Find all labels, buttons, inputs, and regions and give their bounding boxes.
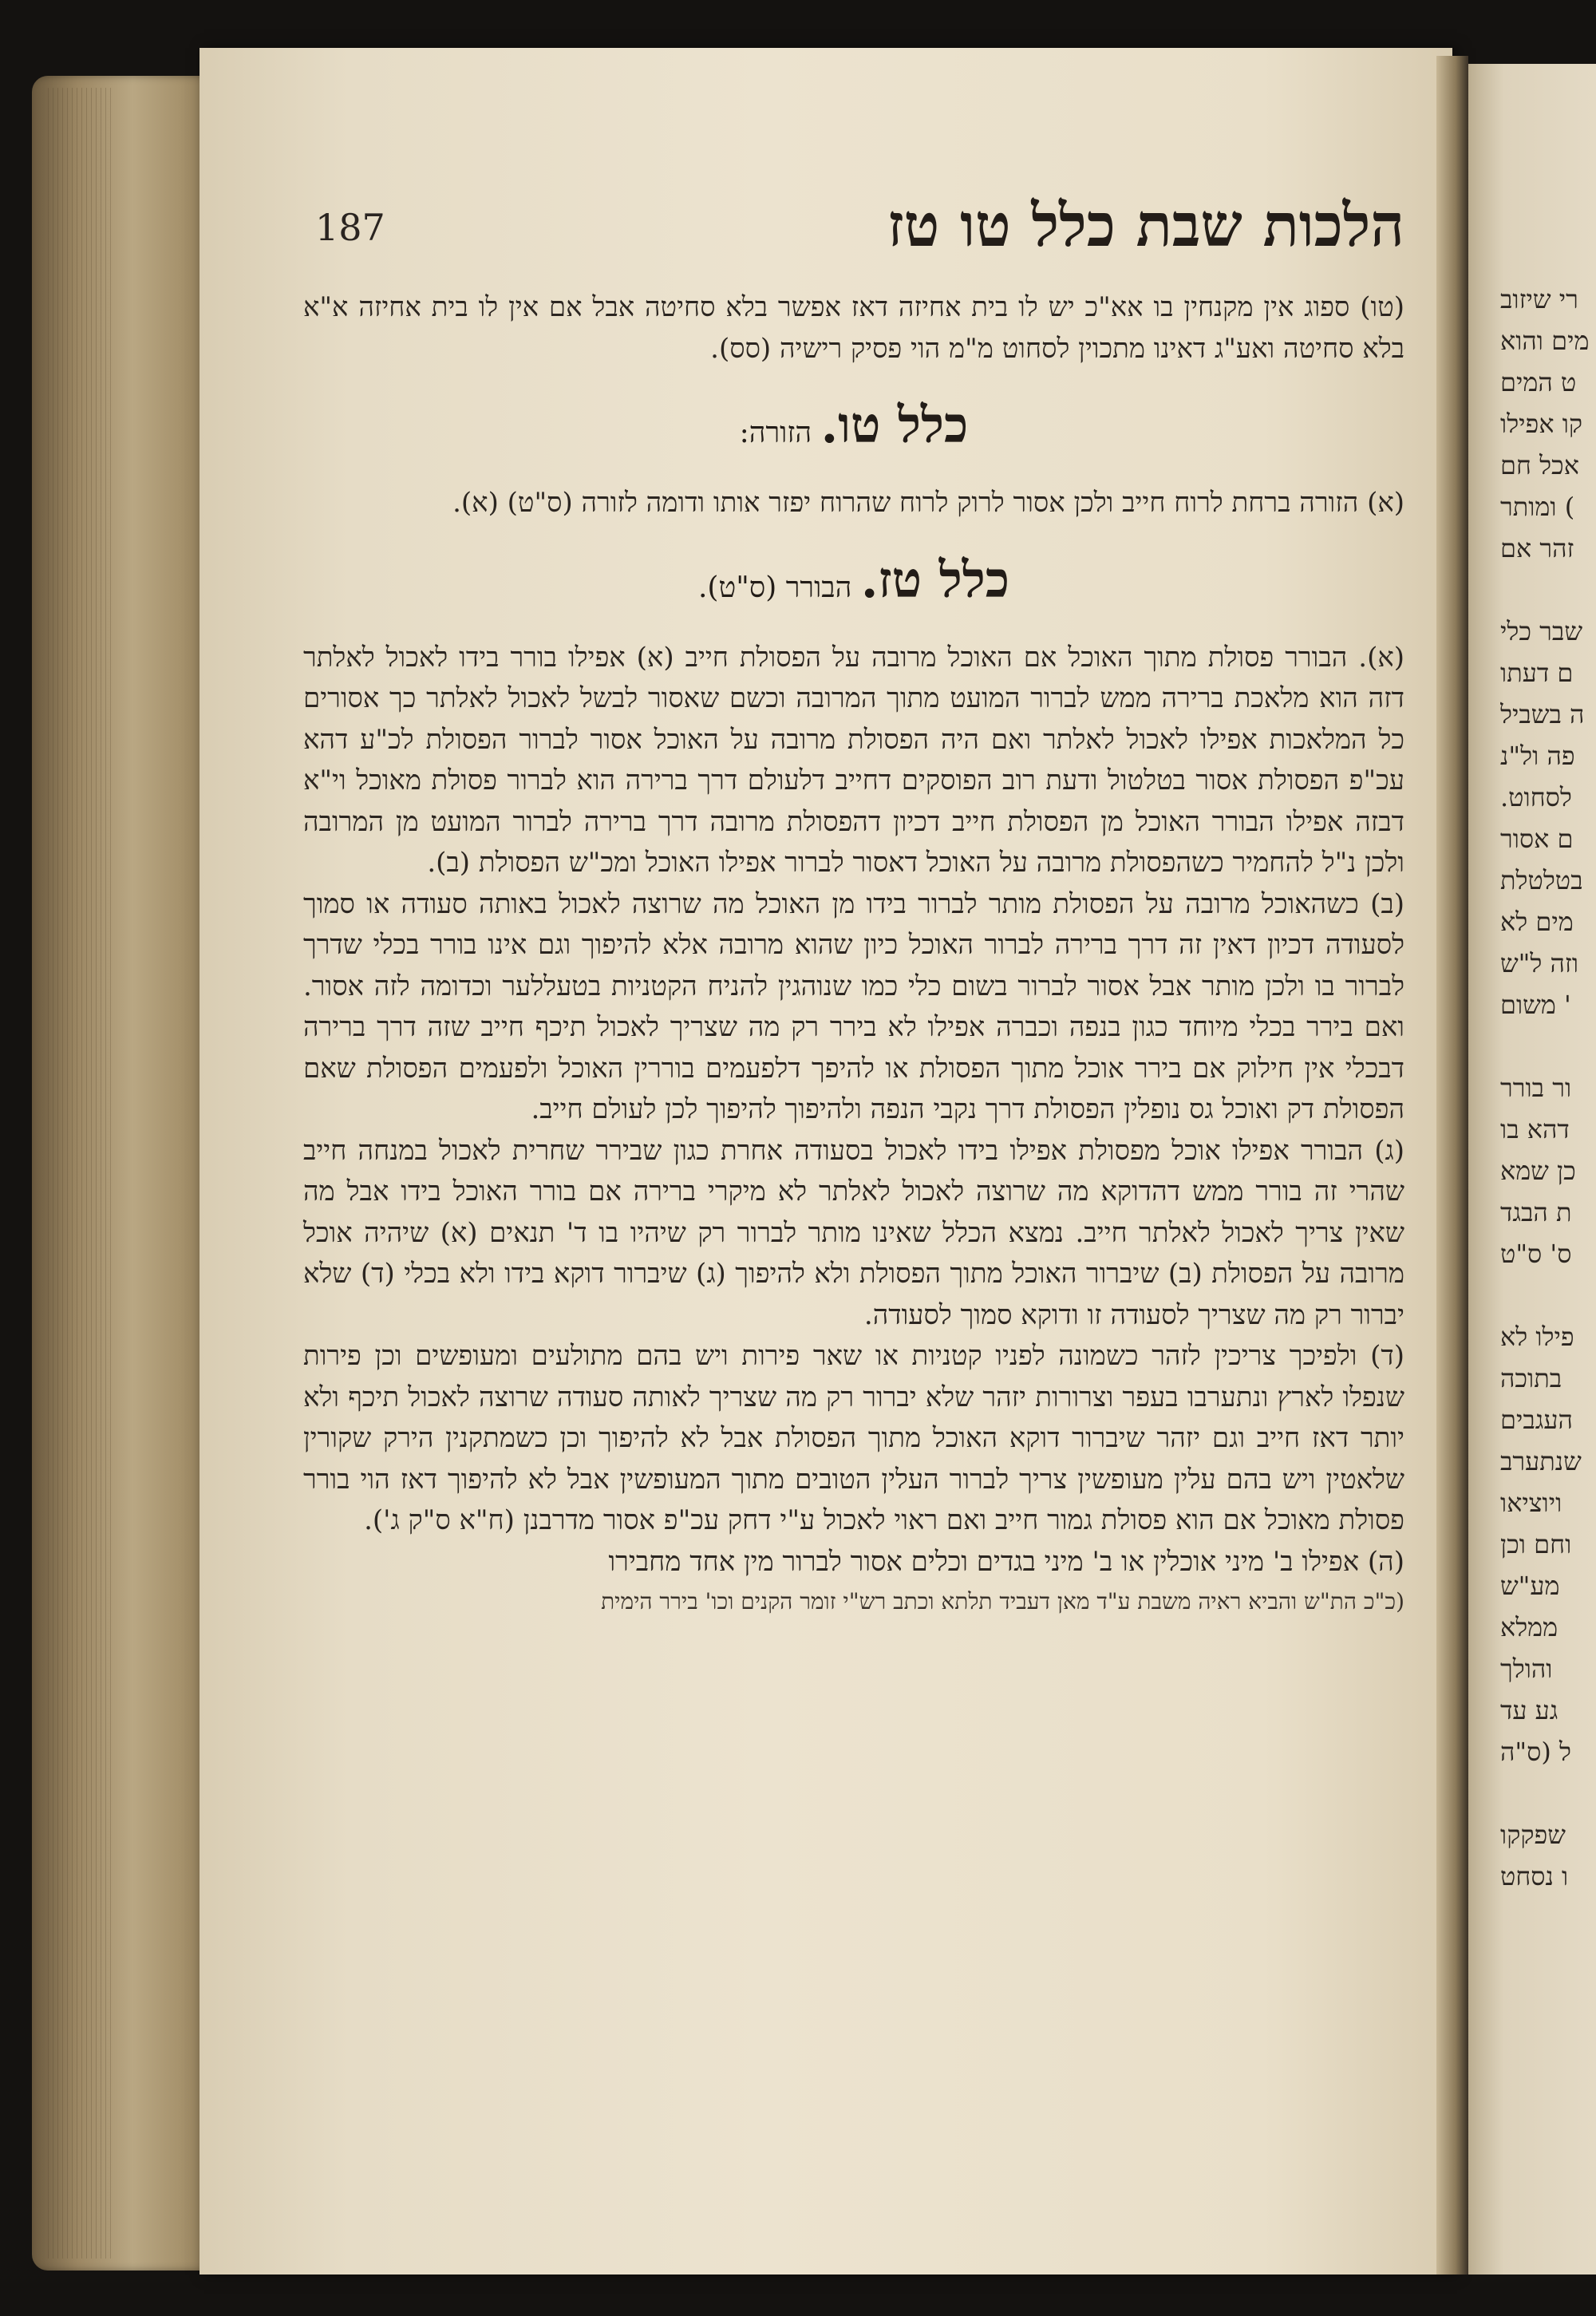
facing-page-line: לסחוט.	[1500, 782, 1572, 812]
paragraph: (ב) כשהאוכל מרובה על הפסולת מותר לברור בידו מן האוכל מה שרוצה לאכול באותה סעודה או סמוך לסעודה דכיון דאין זה דרך ברירה לברור האוכל כיון שהוא מרובה אלא להיפוך וגם אינו בורר בכלי שדרך לברור בו ולכן מותר אבל אסור לברור בשום כלי כמו שנוהגין להניח הקטניות בטעללער וכדומה לזה אסור. ואם בירר בכלי מיוחד כגון בנפה וכברה אפילו לא בירר רק מה שצריך לאכול תיכף חייב שזה דרך ברירה דבכלי אין חילוק אם בירר אוכל מתוך הפסולת או להיפך דלפעמים בוררין האוכל ולפעמים הפסולת שאם הפסולת דק ואוכל גס נופלין הפסולת דרך נקבי הנפה ולהיפוך להיפוך לכן לעולם חייב.	[303, 887, 1404, 1125]
page-header	[303, 192, 1404, 279]
facing-page-line: פילו לא	[1500, 1322, 1574, 1352]
facing-page-text	[1500, 279, 1596, 1898]
paragraph: (טו) ספוג אין מקנחין בו אא"כ יש לו בית אחיזה דאז אפשר בלא סחיטה אבל אם אין לו בית אחיזה א"א בלא סחיטה ואע"ג דאינו מתכוין לסחוט מ"מ הוי פסיק רישיה (סס).	[303, 291, 1404, 365]
section-heading	[303, 393, 1404, 465]
facing-page-line: ) ומותר	[1500, 492, 1575, 522]
facing-page-line: ם דעתו	[1500, 658, 1574, 688]
facing-page-line: בטלטלת	[1500, 865, 1583, 895]
facing-page-line: ה בשביל	[1500, 699, 1585, 729]
section-heading-sub: הבורר (ס"ט).	[697, 571, 861, 604]
facing-page-line: רי שיזוב	[1500, 284, 1578, 314]
facing-page-line: ' משום	[1500, 990, 1571, 1020]
facing-page-line: דהא בו	[1500, 1114, 1570, 1144]
facing-page-line: ור בורר	[1500, 1073, 1572, 1103]
facing-page-line: גע עד	[1500, 1695, 1558, 1725]
paragraph: (ד) ולפיכך צריכין לזהר כשמונה לפניו קטניות או שאר פירות ויש בהם מתולעים ומעופשים וכן פירות שנפלו לארץ ונתערבו בעפר וצרורות יזהר שלא יברור רק מה שצריך לאותה סעודה שרוצה לאכול תיכף ולא יותר דאז חייב וגם יזהר שיברור דוקא האוכל מתוך הפסולת אבל לא להיפוך וכן כשמתקנין הירק שקורין שלאטין ויש בהם עלין מעופשין צריך לברור העלין הטובים מתוך המעופשין אבל לא להיפוך דאז הוי בורר פסולת מאוכל אם הוא פסולת גמור חייב ואם ראוי לאכול ע"י דחק עכ"פ אסור מדרבנן (ח"א ס"ק ג').	[303, 1340, 1404, 1536]
page-number: 187	[315, 206, 385, 249]
section-heading-main: כלל טו.	[820, 396, 969, 454]
facing-page-line: מים והוא	[1500, 326, 1590, 356]
facing-page-line: ם אסור	[1500, 824, 1574, 854]
facing-page-line: כן שמא	[1500, 1156, 1576, 1186]
facing-page-line	[1500, 1773, 1596, 1813]
facing-page-line: ויוציאו	[1500, 1488, 1562, 1518]
facing-page-line	[1500, 570, 1596, 610]
facing-page-line: קו אפילו	[1500, 409, 1582, 439]
facing-page-line: ס' ס"ט	[1500, 1239, 1572, 1269]
footnote: (כ"כ הת"ש והביא ראיה משבת ע"ד מאן דעביד תלתא וכתב רש"י זומר הקנים וכו' בירר הימית	[601, 1588, 1404, 1614]
section-heading-main: כלל טז.	[860, 550, 1010, 609]
facing-page-line: ממלא	[1500, 1612, 1558, 1642]
section-heading	[303, 548, 1404, 620]
facing-page-line	[1500, 1275, 1596, 1315]
facing-page-line: ו נסחט	[1500, 1861, 1569, 1891]
facing-page-line: מים לא	[1500, 907, 1574, 937]
facing-page-line: והולך	[1500, 1654, 1553, 1684]
paragraph: (א). הבורר פסולת מתוך האוכל אם האוכל מרובה על הפסולת חייב (א) אפילו בורר בידו לאכול לאלתר דזה הוא מלאכת ברירה ממש לברור המועט מתוך המרובה וכשם שאסור לבשל לאכול לאלתר כך אסורים כל המלאכות אפילו לאכול לאלתר ואם היה הפסולת מרובה על האוכל אסור לברור הפסולת לכ"ע דהא עכ"פ הפסולת אסור בטלטול ודעת רוב הפוסקים דחייב דלעולם דרך ברירה הוא לברור פסולת מאוכל וי"א דבזה אפילו הבורר האוכל מן הפסולת חייב דכיון דהפסולת מרובה דרך ברירה לברור המועט מן המרובה ולכן נ"ל להחמיר כשהפסולת מרובה על האוכל דאסור לברור אפילו האוכל ומכ"ש הפסולת (ב).	[303, 641, 1404, 879]
page-edge-lines	[48, 88, 112, 2259]
facing-page-line: וחם וכן	[1500, 1529, 1572, 1559]
facing-page-line: ת הבגד	[1500, 1197, 1572, 1227]
facing-page-line: שפקקו	[1500, 1820, 1566, 1850]
facing-page-line: שנתערב	[1500, 1446, 1582, 1476]
facing-page-line: מע"ש	[1500, 1571, 1560, 1601]
facing-page-line: העגבים	[1500, 1405, 1573, 1435]
facing-page-line	[1500, 1026, 1596, 1066]
paragraph: (א) הזורה ברחת לרוח חייב ולכן אסור לרוק לרוח שהרוח יפזר אותו ודומה לזורה (ס"ט) (א).	[452, 487, 1404, 519]
page-body	[303, 287, 1404, 1618]
section-heading-sub: הזורה:	[739, 417, 821, 449]
facing-page-line: אכל חם	[1500, 450, 1579, 480]
facing-page-line: בתוכה	[1500, 1363, 1562, 1393]
paragraph: (ה) אפילו ב' מיני אוכלין או ב' מיני בגדים וכלים אסור לברור מין אחד מחבירו	[608, 1545, 1404, 1578]
facing-page-line: ל (ס"ה	[1500, 1737, 1571, 1767]
facing-page-line: פה ול"נ	[1500, 741, 1575, 771]
running-title: הלכות שבת כלל טו טז	[887, 192, 1404, 260]
book-gutter	[1436, 56, 1468, 2275]
facing-page-line: ט המים	[1500, 367, 1577, 397]
facing-page-line: וזה ל"ש	[1500, 948, 1579, 978]
facing-page-line: שבר כלי	[1500, 616, 1582, 646]
facing-page-line: זהר אם	[1500, 533, 1574, 563]
paragraph: (ג) הבורר אפילו אוכל מפסולת אפילו בידו לאכול בסעודה אחרת כגון שבירר שחרית לאכול במנחה חייב שהרי זה בורר ממש דהדוקא מה שרוצה לאכול לאלתר לא מיקרי ברירה אם בורר האוכל בידו אבל מה שאין צריך לאכול לאלתר חייב. נמצא הכלל שאינו מותר לברור רק שיהיו בו ד' תנאים (א) שיהיה אוכל מרובה על הפסולת (ב) שיברור האוכל מתוך הפסולת ולא להיפוך (ג) שיברור דוקא בידו ולא בכלי (ד) שלא יברור רק מה שצריך לסעודה זו ודוקא סמוך לסעודה.	[303, 1134, 1404, 1331]
